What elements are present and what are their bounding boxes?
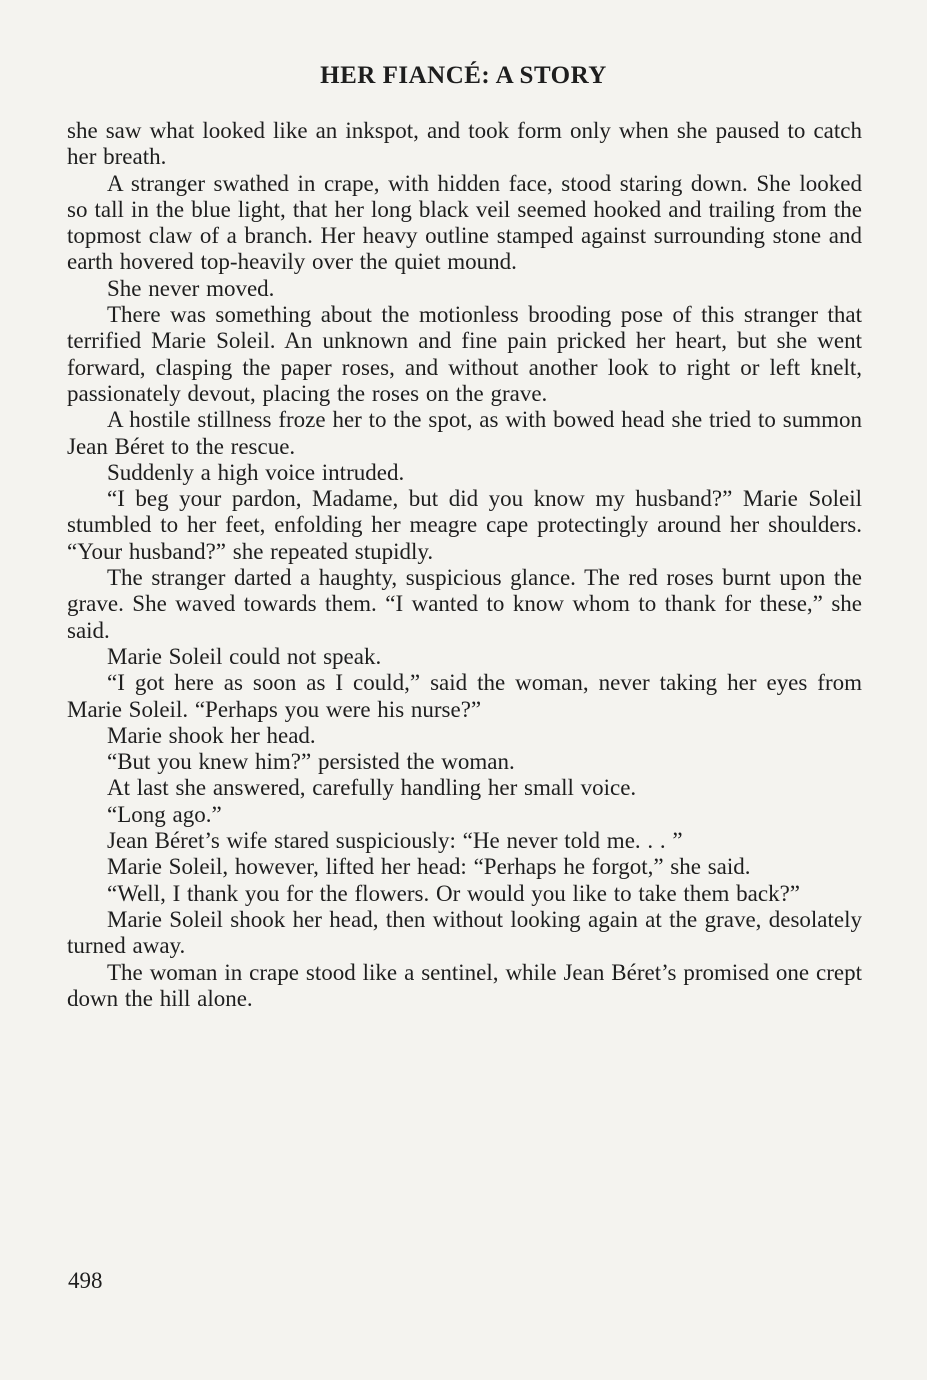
paragraph: “I beg your pardon, Madame, but did you know my husband?” Marie Soleil stumbled to her feet, enfolding her meagre cape protectingly around her shoulders. “Your husband?” she repeated stupidly. (67, 486, 862, 564)
paragraph: There was something about the motionless brooding pose of this stranger that terrified Marie Soleil. An unknown and fine pain pricked her heart, but she went forward, clasping the paper roses, and without another look to right or left knelt, passionately devout, placing the roses on the grave. (67, 302, 862, 406)
running-head-title: HER FIANCÉ: A STORY (320, 62, 607, 89)
paragraph: Marie Soleil shook her head, then without looking again at the grave, desolately turned away. (67, 906, 862, 959)
paragraph: Jean Béret’s wife stared suspiciously: “He never told me. . . ” (107, 828, 683, 854)
paragraph: At last she answered, carefully handling her small voice. (107, 775, 637, 801)
paragraph: “I got here as soon as I could,” said the woman, never taking her eyes from Marie Soleil. “Perhaps you were his nurse?” (67, 670, 862, 722)
paragraph: “Well, I thank you for the flowers. Or would you like to take them back?” (107, 880, 800, 906)
paragraph: Marie Soleil, however, lifted her head: “Perhaps he forgot,” she said. (107, 854, 751, 880)
story-text (67, 118, 862, 1012)
paragraph: The stranger darted a haughty, suspicious glance. The red roses burnt upon the grave. She waved towards them. “I wanted to know whom to thank for these,” she said. (67, 565, 862, 643)
paragraph: A stranger swathed in crape, with hidden face, stood staring down. She looked so tall in the blue light, that her long black veil seemed hooked and trailing from the topmost claw of a branch. Her heavy outline stamped against surrounding stone and earth hovered top-heavily over the quiet mound. (67, 170, 862, 275)
paragraph: Marie Soleil could not speak. (107, 643, 382, 669)
paragraph: Marie shook her head. (107, 722, 316, 748)
paragraph: she saw what looked like an inkspot, and took form only when she paused to catch her breath. (67, 118, 862, 170)
paragraph: Suddenly a high voice intruded. (107, 459, 405, 485)
paragraph: “But you knew him?” persisted the woman. (107, 749, 515, 775)
paragraph: “Long ago.” (107, 801, 222, 827)
paragraph: She never moved. (107, 275, 275, 301)
paragraph: The woman in crape stood like a sentinel, while Jean Béret’s promised one crept down the hill alone. (67, 959, 862, 1011)
paragraph: A hostile stillness froze her to the spot, as with bowed head she tried to summon Jean Béret to the rescue. (67, 407, 862, 459)
page-number: 498 (68, 1268, 103, 1293)
